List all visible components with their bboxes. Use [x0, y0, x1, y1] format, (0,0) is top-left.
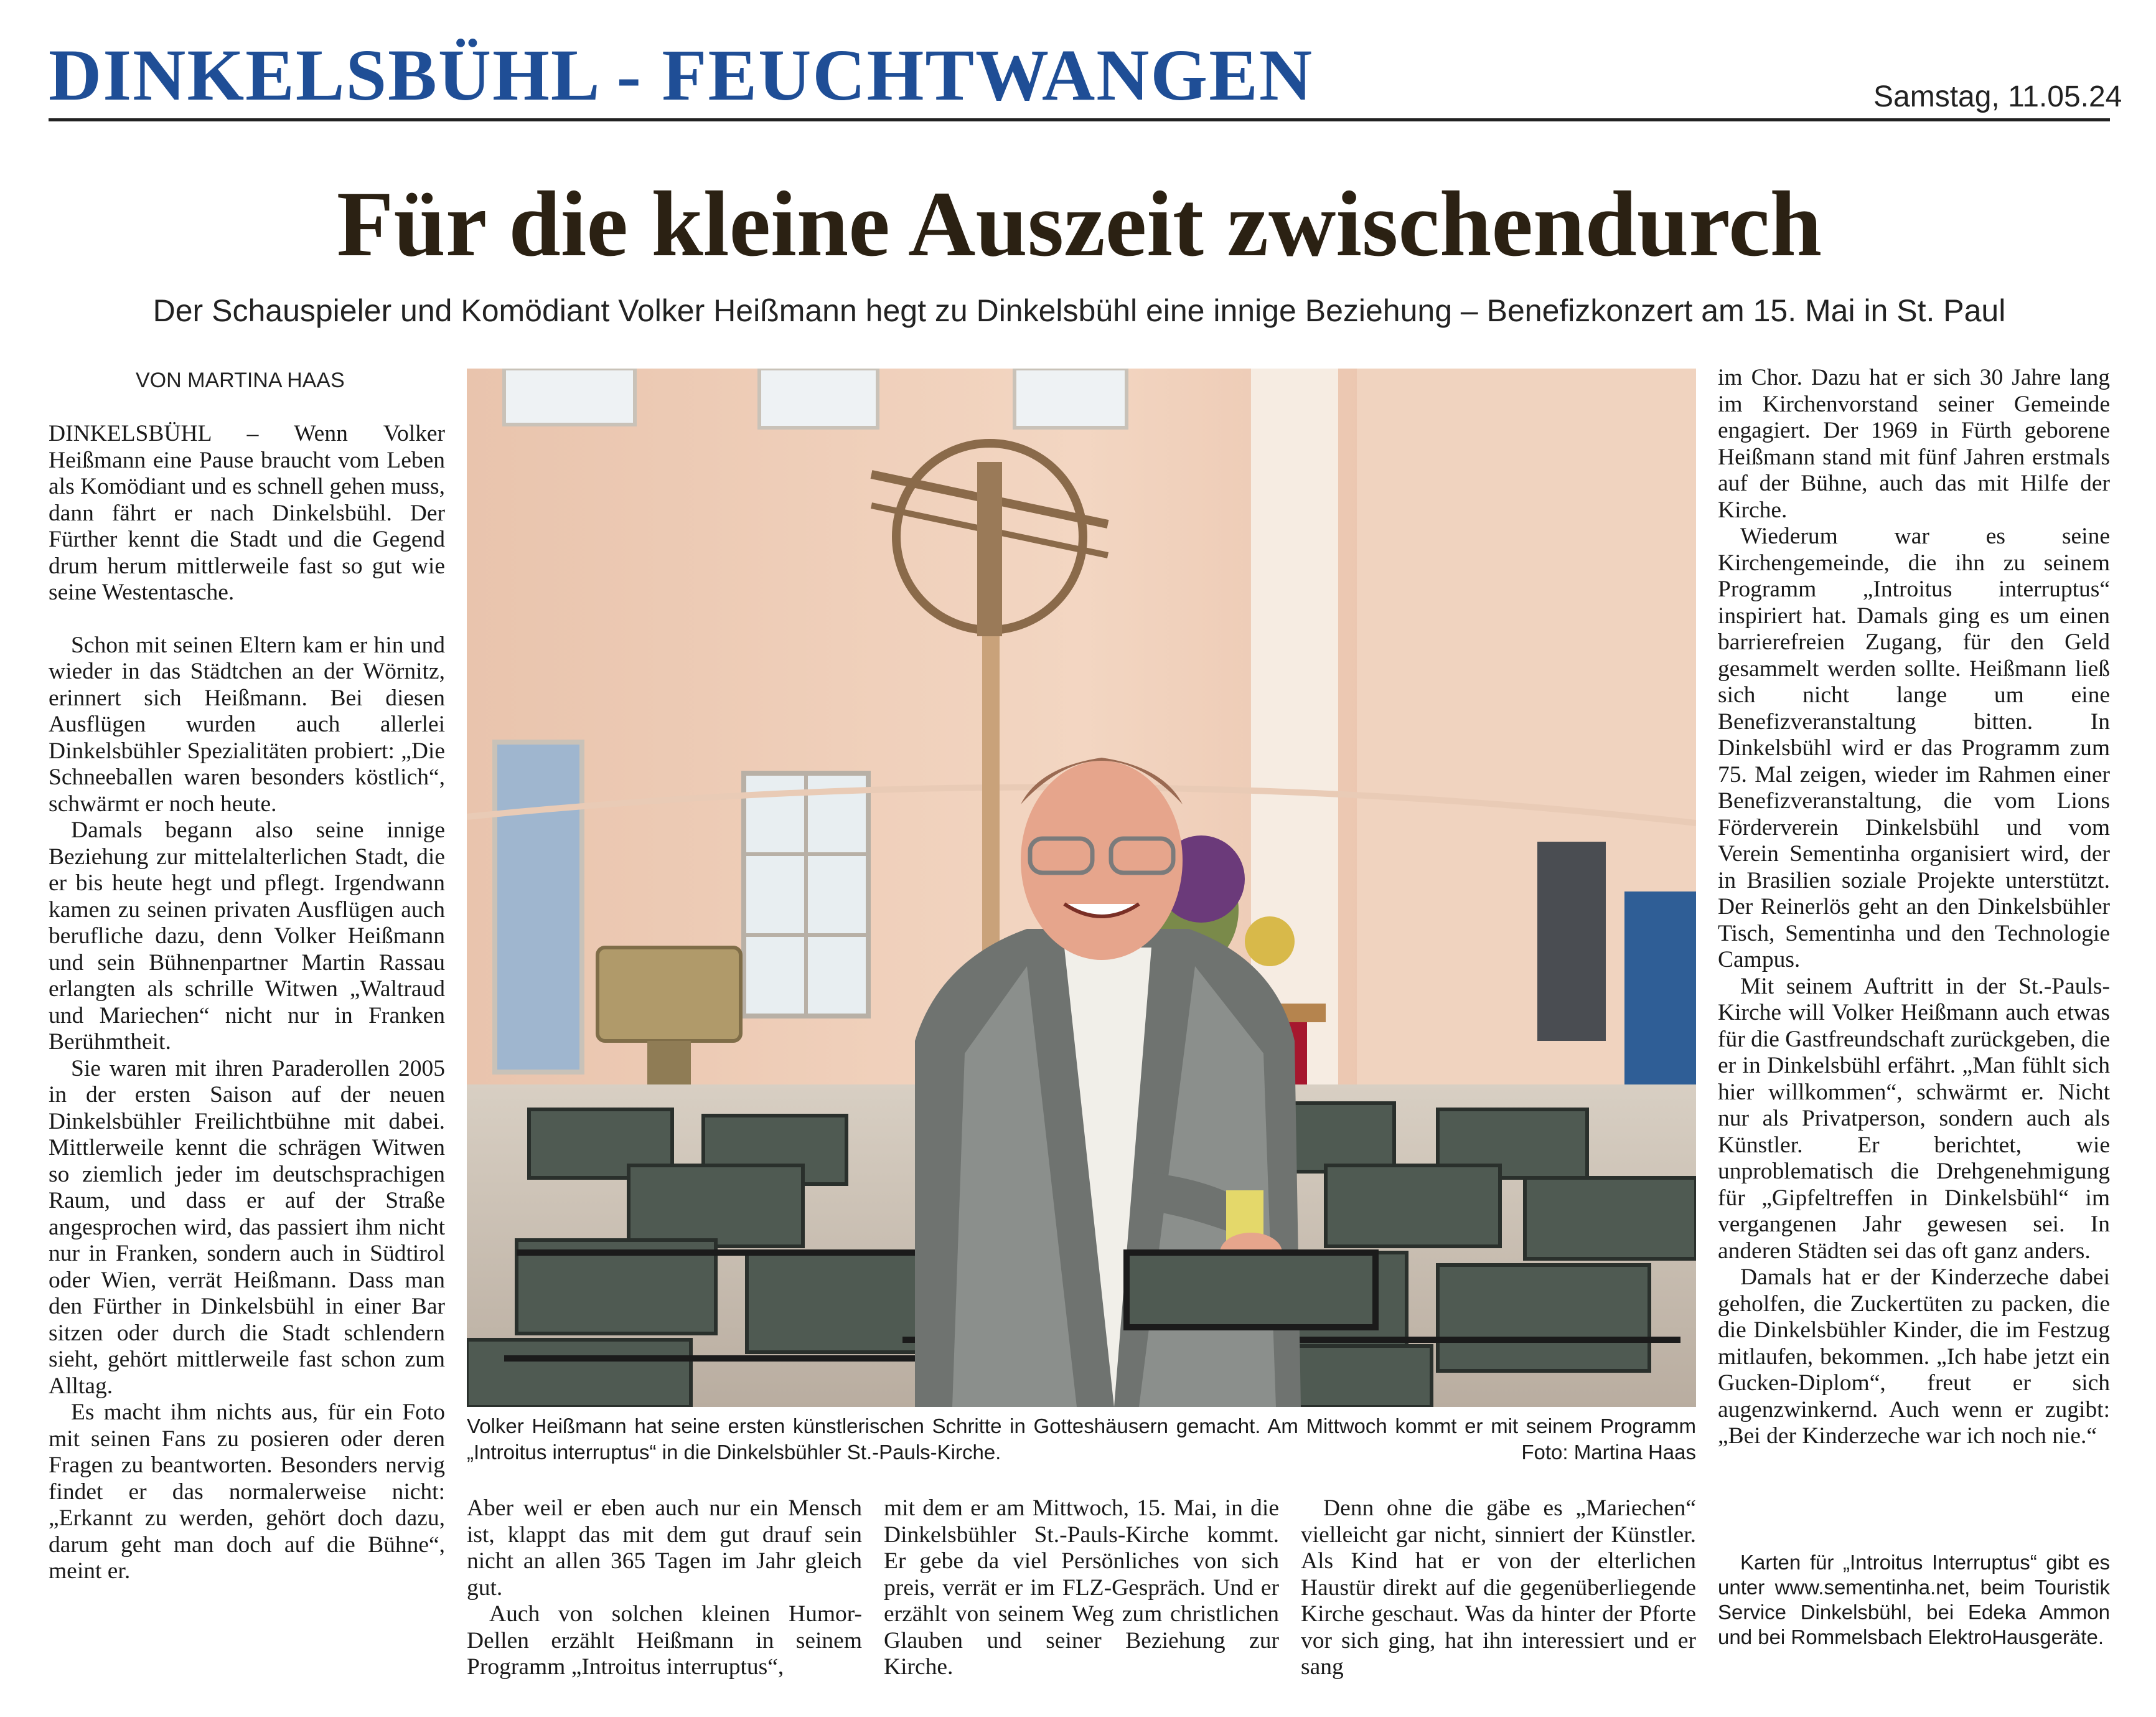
paragraph: Auch von solchen kleinen Humor-Dellen erzählt Heißmann in seinem Programm „Introitus interruptus“, — [467, 1601, 862, 1680]
section-title: DINKELSBÜHL - FEUCHTWANGEN — [49, 34, 1314, 116]
article-headline: Für die kleine Auszeit zwischendurch — [336, 172, 1822, 276]
paragraph: Es macht ihm nichts aus, für ein Foto mit seinen Fans zu posieren oder deren Fragen zu beantworten. Besonders nervig findet er das normalerweise nicht: „Erkannt zu werden, gehört doch dazu, darum geht man doch auf die Bühne“, meint er. — [49, 1399, 445, 1584]
ticket-info-text: Karten für „Introitus Interruptus“ gibt es unter www.sementinha.net, beim Touristik Service Dinkelsbühl, bei Edeka Ammon und bei Rommelsbach ElektroHausgeräte. — [1718, 1551, 2110, 1649]
ticket-info — [1718, 1550, 2110, 1650]
paragraph: Mit seinem Auftritt in der St.-Pauls-Kirche will Volker Heißmann auch etwas für die Gastfreundschaft zurückgeben, die er in Dinkelsbühl erfährt. „Man fühlt sich hier willkommen“, schwärmt er. Nicht nur als Privatperson, sondern auch als Künstler. Er berichtet, wie unproblematisch die Drehgenehmigung für „Gipfeltreffen in Dinkelsbühl“ im vergangenen Jahr gewesen sei. In anderen Städten sei das oft ganz anders. — [1718, 973, 2110, 1264]
text-column-3 — [884, 1495, 1279, 1681]
issue-date: Samstag, 11.05.24 — [1873, 80, 2122, 113]
text-column-1 — [49, 421, 445, 1585]
byline: VON MARTINA HAAS — [136, 369, 345, 392]
paragraph: Sie waren mit ihren Paraderollen 2005 in der ersten Saison auf der neuen Dinkelsbühler Freilichtbühne mit dabei. Mittlerweile kennt die schrägen Witwen so ziemlich jeder im deutschsprachigen Raum, und dass er auf der Straße angesprochen wird, das passiert ihm nicht nur in Franken, sondern auch in Südtirol oder Wien, verrät Heißmann. Dass man den Fürther in Dinkelsbühl in einer Bar sitzen oder durch die Stadt schlendern sieht, gehört mittlerweile fast schon zum Alltag. — [49, 1055, 445, 1399]
article-photo — [467, 369, 1696, 1407]
text-column-2 — [467, 1495, 862, 1681]
article-subheadline: Der Schauspieler und Komödiant Volker Heißmann hegt zu Dinkelsbühl eine innige Beziehung – Benefizkonzert am 15. Mai in St. Paul — [152, 293, 2006, 328]
caption-text: Volker Heißmann hat seine ersten künstlerischen Schritte in Gotteshäusern gemacht. Am Mittwoch kommt er mit seinem Programm „Introitus interruptus“ in die Dinkelsbühler St.-Pauls-Kirche. — [467, 1414, 1696, 1464]
paragraph: DINKELSBÜHL – Wenn Volker Heißmann eine Pause braucht vom Leben als Komödiant und es schnell gehen muss, dann fährt er nach Dinkelsbühl. Der Fürther kennt die Stadt und die Gegend drum herum mittlerweile fast so gut wie seine Westentasche. — [49, 421, 445, 605]
photo-caption — [467, 1413, 1696, 1465]
paragraph: Aber weil er eben auch nur ein Mensch ist, klappt das mit dem gut drauf sein nicht an allen 365 Tagen im Jahr gleich gut. — [467, 1495, 862, 1601]
paragraph: Wiederum war es seine Kirchengemeinde, die ihn zu seinem Programm „Introitus interruptus“ inspiriert hat. Damals ging es um einen barrierefreien Zugang, für den Geld gesammelt werden sollte. Heißmann ließ sich nicht lange um eine Benefizveranstaltung bitten. In Dinkelsbühl wird er das Programm zum 75. Mal zeigen, wieder im Rahmen einer Benefizveranstaltung, die vom Lions Förderverein Dinkelsbühl und vom Verein Sementinha organisiert wird, der in Brasilien soziale Projekte unterstützt. Der Reinerlös geht an den Dinkelsbühler Tisch, Sementinha und den Technologie Campus. — [1718, 524, 2110, 972]
paragraph: Damals begann also seine innige Beziehung zur mittelalterlichen Stadt, die er bis heute hegt und pflegt. Irgendwann kamen zu seinen privaten Ausflügen auch berufliche dazu, denn Volker Heißmann und sein Bühnenpartner Martin Rassau erlangten als schrille Witwen „Waltraud und Mariechen“ nicht nur in Franken Berühmtheit. — [49, 817, 445, 1055]
paragraph: Denn ohne die gäbe es „Mariechen“ vielleicht gar nicht, sinniert der Künstler. Als Kind hat er von der elterlichen Haustür direkt auf die gegenüberliegende Kirche geschaut. Was da hinter der Pforte vor sich ging, hat ihn interessiert und er sang — [1301, 1495, 1696, 1680]
paragraph: Schon mit seinen Eltern kam er hin und wieder in das Städtchen an der Wörnitz, erinnert sich Heißmann. Bei diesen Ausflügen wurden auch allerlei Dinkelsbühler Spezialitäten probiert: „Die Schneeballen waren besonders köstlich“, schwärmt er noch heute. — [49, 632, 445, 817]
paragraph: Damals hat er der Kinderzeche dabei geholfen, die Zuckertüten zu packen, die die Dinkelsbühler Kinder, die im Festzug mitlaufen, bekommen. „Ich habe jetzt ein Gucken-Diplom“, freut er sich augenzwinkernd. Auch wenn er zugibt: „Bei der Kinderzeche war ich noch nie.“ — [1718, 1264, 2110, 1449]
text-column-4 — [1301, 1495, 1696, 1681]
paragraph: mit dem er am Mittwoch, 15. Mai, in die Dinkelsbühler St.-Pauls-Kirche kommt. Er gebe da viel Persönliches von sich preis, verrät er im FLZ-Gespräch. Und er erzählt von seinem Weg zum christlichen Glauben und seiner Beziehung zur Kirche. — [884, 1495, 1279, 1680]
church-interior-photo — [467, 369, 1696, 1407]
header-rule — [49, 118, 2110, 121]
paragraph: im Chor. Dazu hat er sich 30 Jahre lang im Kirchenvorstand seiner Gemeinde engagiert. Der 1969 in Fürth geborene Heißmann stand mit fünf Jahren erstmals auf der Bühne, auch das mit Hilfe der Kirche. — [1718, 365, 2110, 523]
text-column-5 — [1718, 365, 2110, 1450]
photo-credit: Foto: Martina Haas — [1521, 1441, 1696, 1464]
